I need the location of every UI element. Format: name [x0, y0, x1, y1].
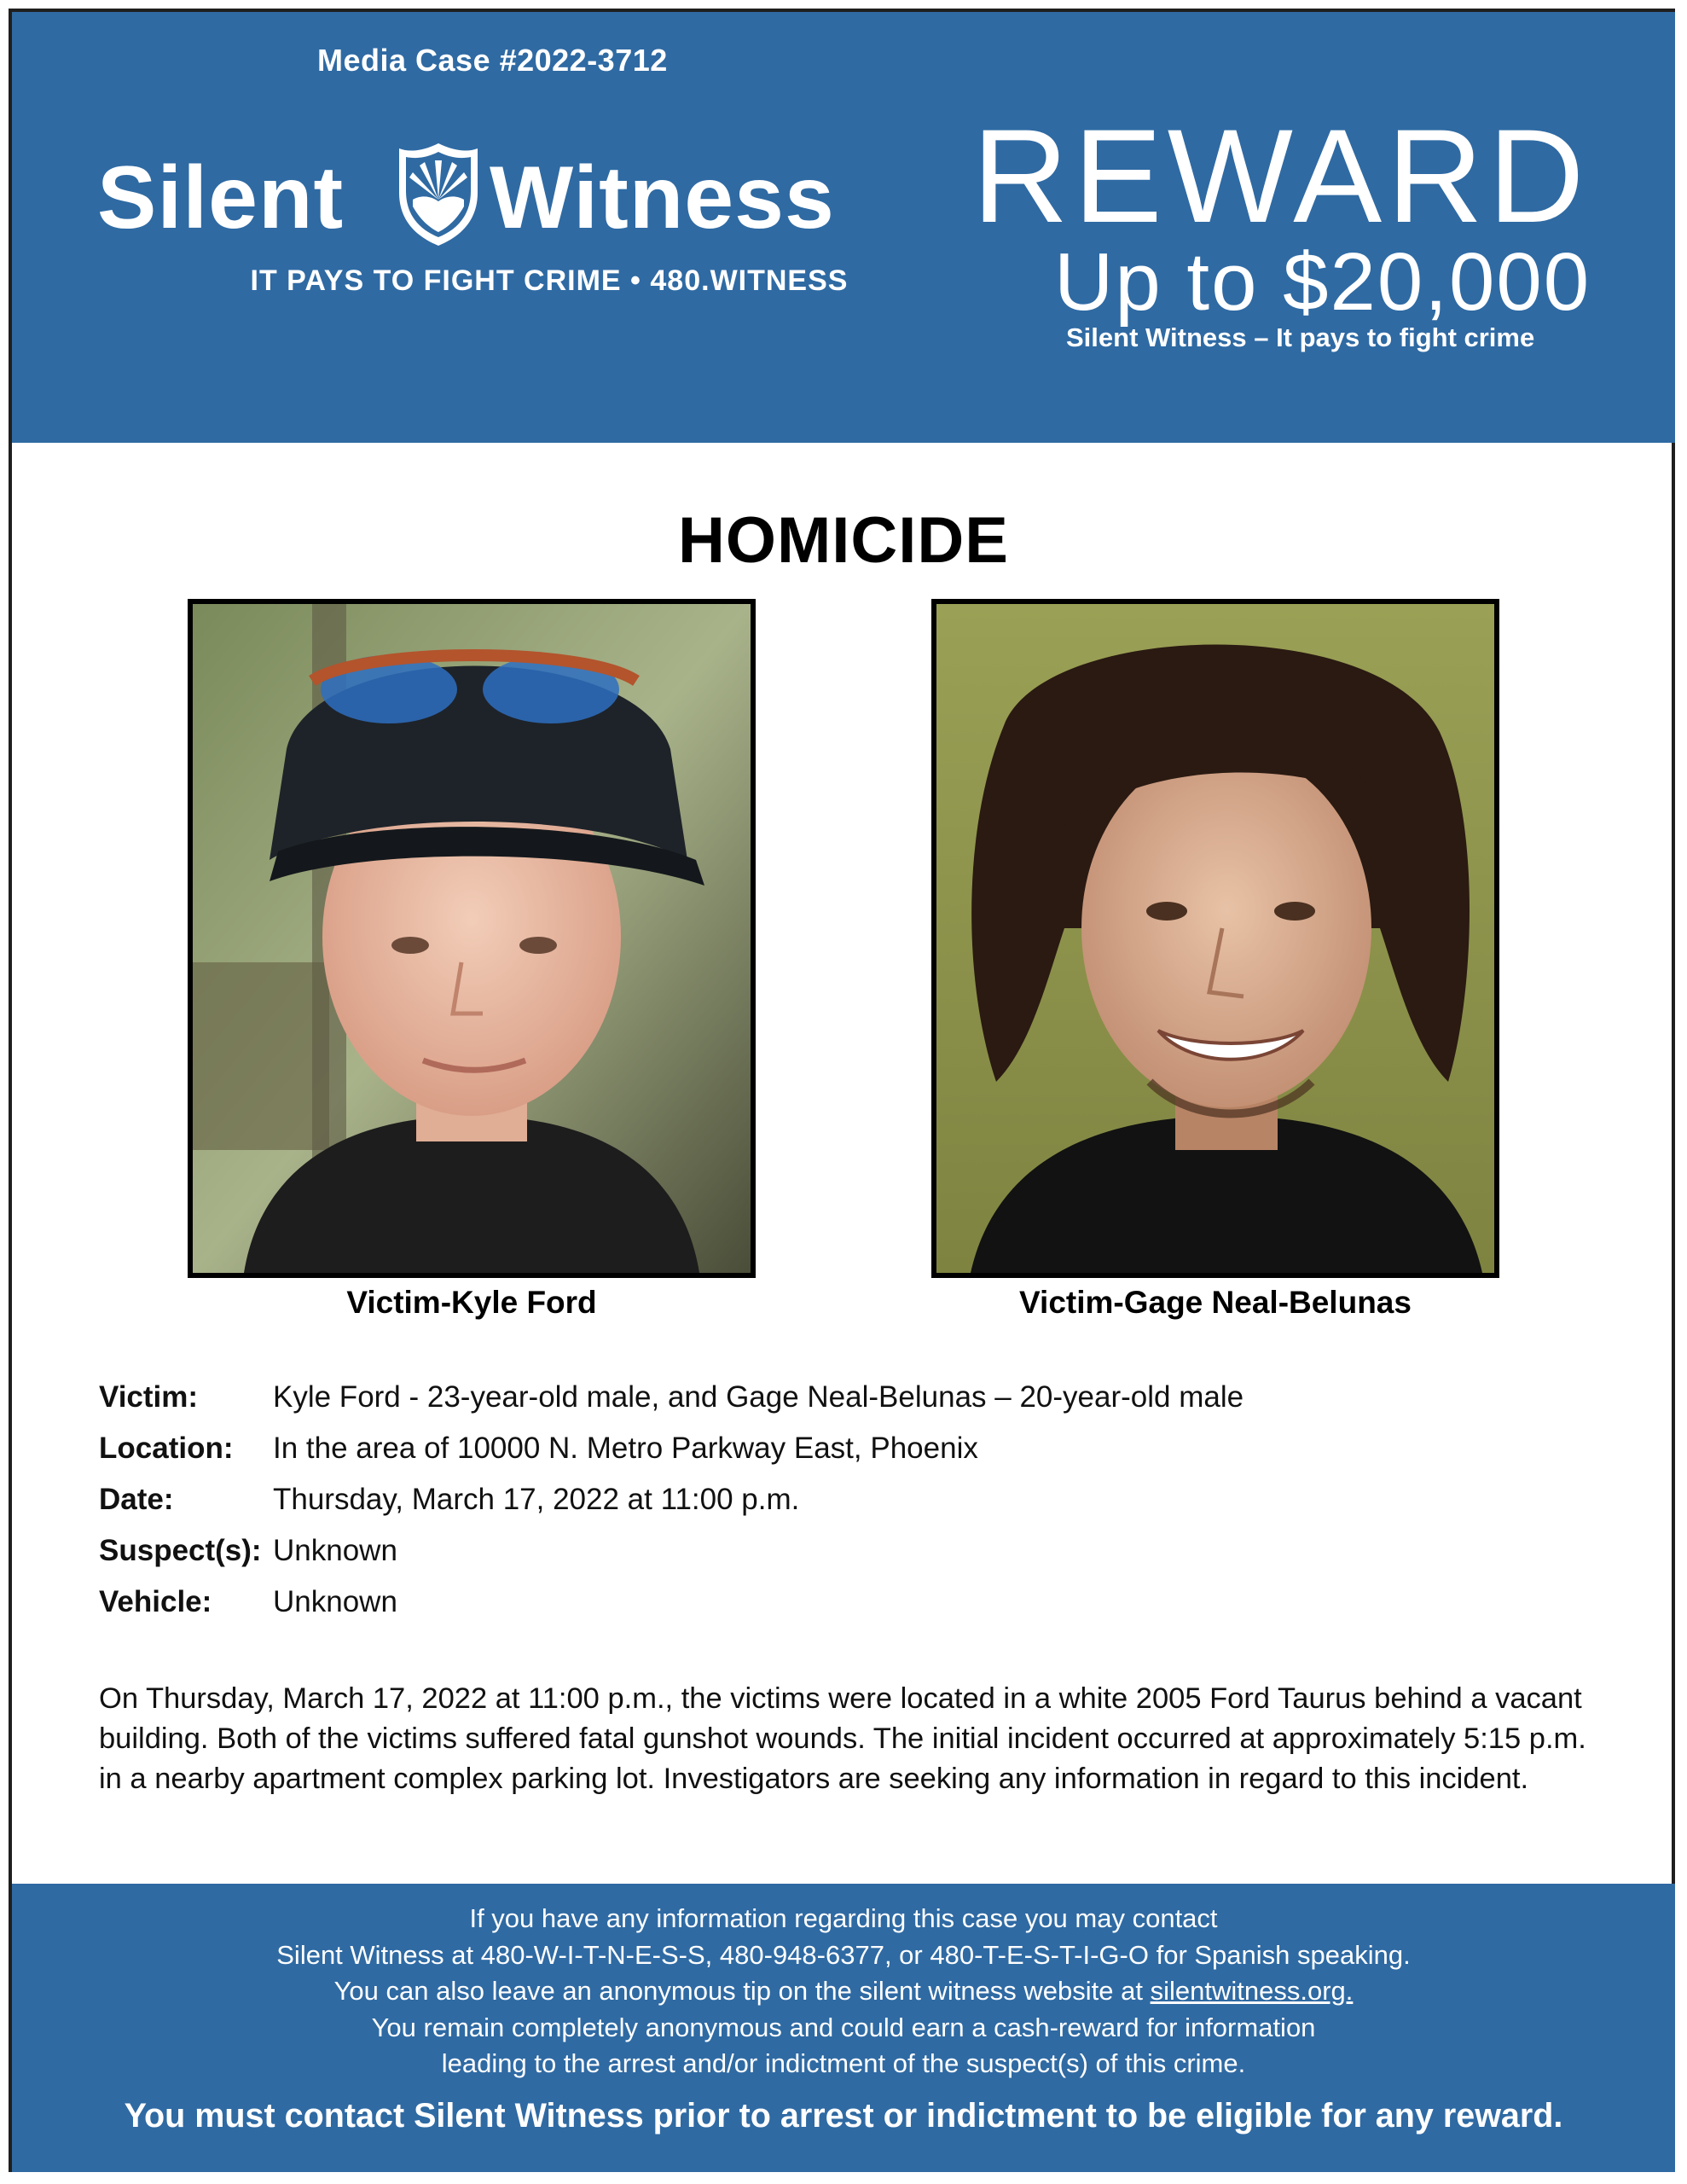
reward-title: REWARD: [972, 102, 1590, 251]
header-banner: [12, 12, 1675, 443]
case-details: [99, 1380, 1600, 1636]
silent-witness-brand: [97, 130, 882, 300]
contact-line-3: [12, 1973, 1675, 2010]
footer-banner: [12, 1884, 1675, 2172]
victim-photo-gage-neal-belunas: [931, 599, 1499, 1278]
brand-word-witness: Witness: [490, 148, 835, 247]
contact-line-5: leading to the arrest and/or indictment of the suspect(s) of this crime.: [441, 2048, 1246, 2078]
detail-label: Vehicle:: [99, 1585, 212, 1618]
website-link[interactable]: silentwitness.org.: [1150, 1976, 1354, 2006]
portrait-illustration: [936, 604, 1494, 1273]
case-narrative: On Thursday, March 17, 2022 at 11:00 p.m., the victims were located in a white 2005 Ford Taurus behind a vacant building. Both of the victims suffered fatal gunshot wounds. The initial incident occurred at approximately 5:15 p.m. in a nearby apartment complex parking lot. Investigators are seeking any information in regard to this incident.: [99, 1682, 1586, 1795]
reward-tagline: Silent Witness – It pays to fight crime: [1066, 322, 1535, 352]
portrait-illustration: [193, 604, 751, 1273]
detail-row-vehicle: [99, 1585, 1600, 1636]
reward-amount: Up to $20,000: [1054, 236, 1591, 328]
detail-row-location: [99, 1432, 1600, 1483]
victim-caption-gage-neal-belunas: Victim-Gage Neal-Belunas: [1019, 1285, 1412, 1320]
detail-label: Suspect(s):: [99, 1534, 262, 1567]
detail-value: Kyle Ford - 23-year-old male, and Gage Neal-Belunas – 20-year-old male: [273, 1380, 1244, 1414]
contact-line-2: Silent Witness at 480-W-I-T-N-E-S-S, 480-948-6377, or 480-T-E-S-T-I-G-O for Spanish speaking.: [276, 1939, 1411, 1970]
media-case-number: Media Case #2022-3712: [317, 43, 668, 78]
brand-tagline: IT PAYS TO FIGHT CRIME • 480.WITNESS: [250, 264, 849, 297]
detail-row-date: [99, 1483, 1600, 1534]
page-title: HOMICIDE: [678, 504, 1009, 577]
eligibility-notice: You must contact Silent Witness prior to arrest or indictment to be eligible for any reward.: [124, 2097, 1563, 2135]
detail-row-suspects: [99, 1534, 1600, 1585]
contact-info: [12, 1901, 1675, 2082]
victim-photo-kyle-ford: [188, 599, 756, 1278]
contact-line-4: You remain completely anonymous and could earn a cash-reward for information: [371, 2012, 1316, 2042]
victim-caption-kyle-ford: Victim-Kyle Ford: [346, 1285, 597, 1320]
shield-sunburst-icon: [396, 140, 481, 249]
detail-label: Date:: [99, 1483, 174, 1516]
detail-value: Thursday, March 17, 2022 at 11:00 p.m.: [273, 1483, 800, 1516]
detail-value: Unknown: [273, 1534, 397, 1567]
contact-line-1: If you have any information regarding this case you may contact: [469, 1903, 1218, 1933]
brand-word-silent: Silent: [97, 148, 345, 247]
contact-line-3-text: You can also leave an anonymous tip on the silent witness website at: [333, 1976, 1151, 2006]
detail-value: In the area of 10000 N. Metro Parkway East, Phoenix: [273, 1432, 978, 1465]
detail-label: Victim:: [99, 1380, 199, 1414]
detail-value: Unknown: [273, 1585, 397, 1618]
detail-label: Location:: [99, 1432, 234, 1465]
detail-row-victim: [99, 1380, 1600, 1432]
